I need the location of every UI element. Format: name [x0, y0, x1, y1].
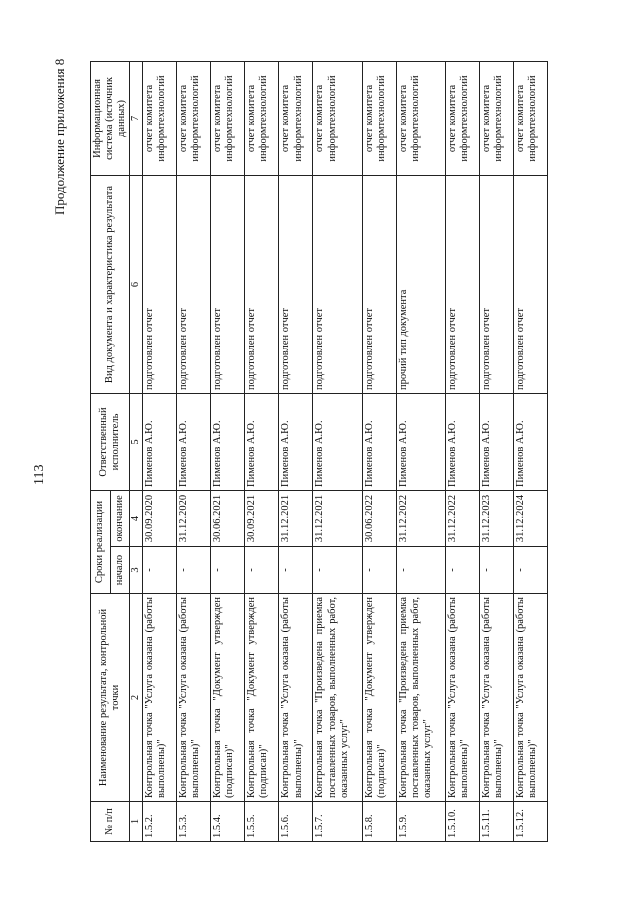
row-name: Контрольная точка "Услуга оказана (работы выполнены)" — [479, 594, 513, 802]
column-index: 1 — [130, 802, 143, 842]
row-number: 1.5.6. — [279, 802, 313, 842]
table-row — [211, 61, 245, 841]
row-start: - — [177, 547, 211, 594]
rotated-table-container — [90, 62, 545, 842]
row-document: подготовлен отчет — [445, 175, 479, 393]
row-number: 1.5.3. — [177, 802, 211, 842]
row-number: 1.5.12. — [514, 802, 548, 842]
row-responsible: Пименов А.Ю. — [211, 393, 245, 490]
table-row — [362, 61, 396, 841]
row-end: 30.09.2021 — [245, 490, 279, 546]
row-document: подготовлен отчет — [313, 175, 362, 393]
row-start: - — [211, 547, 245, 594]
row-start: - — [245, 547, 279, 594]
results-table — [90, 61, 548, 842]
column-index: 7 — [130, 61, 143, 175]
row-name: Контрольная точка "Произведена приемка поставленных товаров, выполненных работ, оказанных услуг" — [396, 594, 445, 802]
column-index: 3 — [130, 547, 143, 594]
row-document: подготовлен отчет — [479, 175, 513, 393]
row-source: отчет комитета информтехнологий — [245, 61, 279, 175]
row-responsible: Пименов А.Ю. — [479, 393, 513, 490]
row-start: - — [143, 547, 177, 594]
row-document: подготовлен отчет — [143, 175, 177, 393]
column-index-row — [130, 61, 143, 841]
row-source: отчет комитета информтехнологий — [362, 61, 396, 175]
row-responsible: Пименов А.Ю. — [396, 393, 445, 490]
header-number: № п/п — [91, 802, 130, 842]
row-start: - — [396, 547, 445, 594]
row-source: отчет комитета информтехнологий — [445, 61, 479, 175]
table-row — [445, 61, 479, 841]
header-start: начало — [110, 547, 130, 594]
table-row — [313, 61, 362, 841]
table-row — [245, 61, 279, 841]
header-end: окончание — [110, 490, 130, 546]
row-number: 1.5.5. — [245, 802, 279, 842]
row-number: 1.5.9. — [396, 802, 445, 842]
table-row — [514, 61, 548, 841]
row-document: подготовлен отчет — [514, 175, 548, 393]
continuation-title: Продолжение приложения 8 — [52, 58, 67, 215]
header-responsible: Ответственный исполнитель — [91, 393, 130, 490]
header-name: Наименование результата, контрольной точки — [91, 594, 130, 802]
row-source: отчет комитета информтехнологий — [514, 61, 548, 175]
row-document: подготовлен отчет — [211, 175, 245, 393]
row-start: - — [479, 547, 513, 594]
row-end: 30.06.2022 — [362, 490, 396, 546]
column-index: 2 — [130, 594, 143, 802]
row-end: 30.06.2021 — [211, 490, 245, 546]
row-responsible: Пименов А.Ю. — [279, 393, 313, 490]
row-source: отчет комитета информтехнологий — [396, 61, 445, 175]
row-start: - — [313, 547, 362, 594]
row-name: Контрольная точка "Услуга оказана (работы выполнены)" — [143, 594, 177, 802]
row-name: Контрольная точка "Услуга оказана (работы выполнены)" — [445, 594, 479, 802]
header-document: Вид документа и характеристика результата — [91, 175, 130, 393]
row-start: - — [514, 547, 548, 594]
row-document: подготовлен отчет — [177, 175, 211, 393]
row-name: Контрольная точка "Произведена приемка поставленных товаров, выполненных работ, оказанных услуг" — [313, 594, 362, 802]
row-start: - — [362, 547, 396, 594]
row-number: 1.5.4. — [211, 802, 245, 842]
row-responsible: Пименов А.Ю. — [362, 393, 396, 490]
row-name: Контрольная точка "Документ утвержден (подписан)" — [211, 594, 245, 802]
table-row — [396, 61, 445, 841]
row-number: 1.5.7. — [313, 802, 362, 842]
row-name: Контрольная точка "Документ утвержден (подписан)" — [245, 594, 279, 802]
row-end: 31.12.2021 — [279, 490, 313, 546]
row-document: подготовлен отчет — [279, 175, 313, 393]
row-responsible: Пименов А.Ю. — [514, 393, 548, 490]
row-end: 30.09.2020 — [143, 490, 177, 546]
row-end: 31.12.2023 — [479, 490, 513, 546]
row-name: Контрольная точка "Документ утвержден (подписан)" — [362, 594, 396, 802]
row-end: 31.12.2020 — [177, 490, 211, 546]
row-document: подготовлен отчет — [245, 175, 279, 393]
row-source: отчет комитета информтехнологий — [143, 61, 177, 175]
table-row — [177, 61, 211, 841]
row-responsible: Пименов А.Ю. — [177, 393, 211, 490]
header-dates: Сроки реализации — [91, 490, 111, 593]
table-row — [279, 61, 313, 841]
row-name: Контрольная точка "Услуга оказана (работы выполнены)" — [177, 594, 211, 802]
row-end: 31.12.2022 — [445, 490, 479, 546]
row-start: - — [279, 547, 313, 594]
row-responsible: Пименов А.Ю. — [143, 393, 177, 490]
row-document: прочий тип документа — [396, 175, 445, 393]
row-number: 1.5.8. — [362, 802, 396, 842]
row-document: подготовлен отчет — [362, 175, 396, 393]
column-index: 6 — [130, 175, 143, 393]
column-index: 5 — [130, 393, 143, 490]
row-responsible: Пименов А.Ю. — [445, 393, 479, 490]
table-row — [479, 61, 513, 841]
row-name: Контрольная точка "Услуга оказана (работы выполнены)" — [279, 594, 313, 802]
row-start: - — [445, 547, 479, 594]
row-number: 1.5.10. — [445, 802, 479, 842]
row-responsible: Пименов А.Ю. — [245, 393, 279, 490]
row-source: отчет комитета информтехнологий — [177, 61, 211, 175]
row-source: отчет комитета информтехнологий — [313, 61, 362, 175]
table-row — [143, 61, 177, 841]
row-source: отчет комитета информтехнологий — [279, 61, 313, 175]
page-number: 113 — [32, 464, 47, 485]
row-source: отчет комитета информтехнологий — [479, 61, 513, 175]
row-end: 31.12.2022 — [396, 490, 445, 546]
row-end: 31.12.2021 — [313, 490, 362, 546]
row-number: 1.5.11. — [479, 802, 513, 842]
header-source: Информационная система (источник данных) — [91, 61, 130, 175]
row-end: 31.12.2024 — [514, 490, 548, 546]
column-index: 4 — [130, 490, 143, 546]
row-source: отчет комитета информтехнологий — [211, 61, 245, 175]
row-name: Контрольная точка "Услуга оказана (работы выполнены)" — [514, 594, 548, 802]
row-responsible: Пименов А.Ю. — [313, 393, 362, 490]
row-number: 1.5.2. — [143, 802, 177, 842]
